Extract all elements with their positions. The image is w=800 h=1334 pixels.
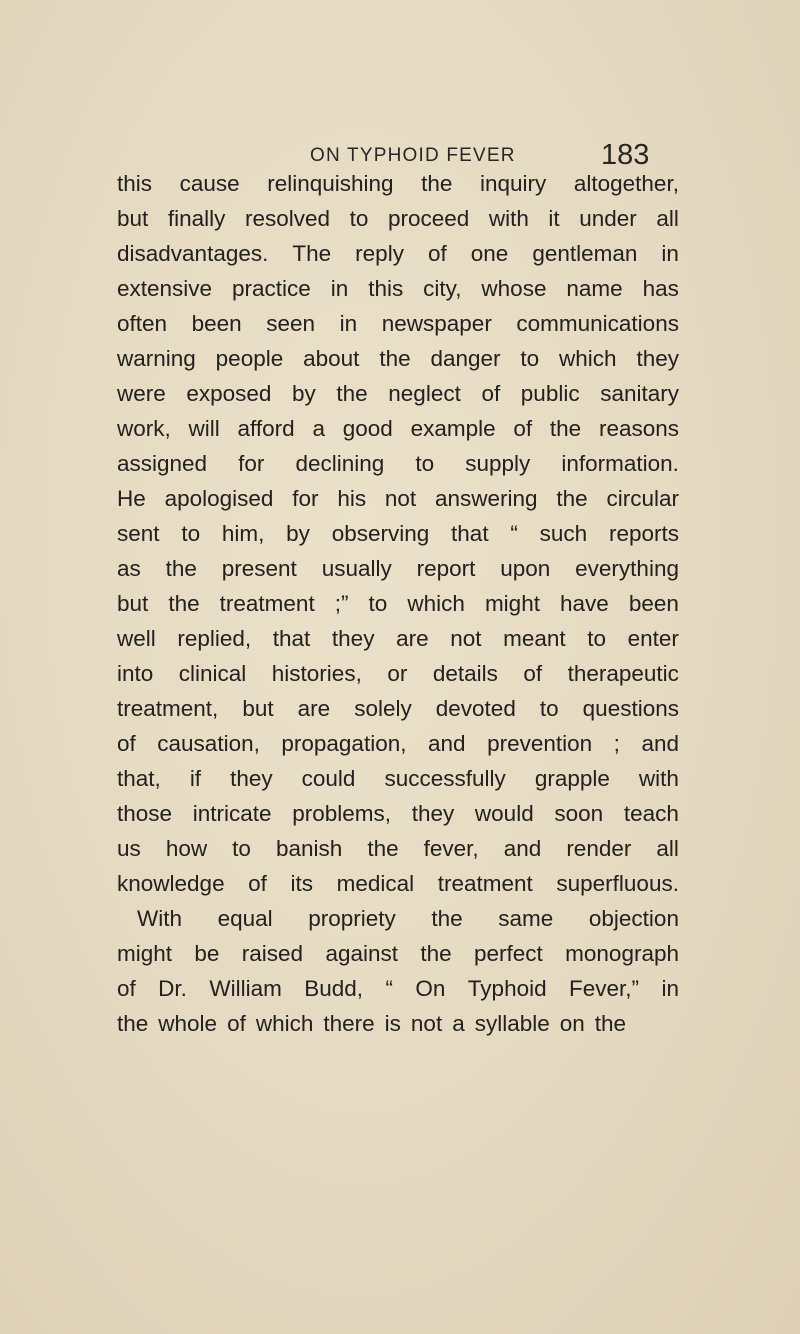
word: such: [539, 521, 588, 546]
word: “: [385, 976, 393, 1001]
word: Budd,: [304, 976, 364, 1001]
word: ;: [613, 731, 620, 756]
word: those: [117, 801, 173, 826]
word: which: [559, 346, 617, 371]
word: not: [450, 626, 482, 651]
word: the: [367, 836, 399, 861]
text-line: [117, 586, 679, 621]
text-line: [117, 656, 679, 691]
text-line: [117, 691, 679, 726]
word: for: [292, 486, 319, 511]
word: render: [566, 836, 632, 861]
word: to: [587, 626, 607, 651]
word: extensive: [117, 276, 213, 301]
word: relinquishing: [267, 171, 394, 196]
word: cause: [179, 171, 240, 196]
text-line: [117, 621, 679, 656]
word: disadvantages.: [117, 241, 269, 266]
word: afford: [237, 416, 295, 441]
word: devoted: [435, 696, 516, 721]
word: all: [656, 836, 679, 861]
text-line: [117, 376, 679, 411]
word: the: [556, 486, 588, 511]
running-head-title: ON TYPHOID FEVER: [310, 145, 516, 166]
word: by: [286, 521, 310, 546]
text-line: [117, 831, 679, 866]
word: Fever,”: [569, 976, 640, 1001]
word: as: [117, 556, 141, 581]
word: fever,: [423, 836, 479, 861]
word: his: [337, 486, 367, 511]
word: neglect: [388, 381, 461, 406]
text-line: [117, 236, 679, 271]
text-line: [117, 516, 679, 551]
text-line: [117, 551, 679, 586]
word: altogether,: [573, 171, 679, 196]
word: sent: [117, 521, 160, 546]
word: circular: [606, 486, 679, 511]
word: this: [117, 171, 153, 196]
word: exposed: [186, 381, 272, 406]
word: and: [641, 731, 679, 756]
word: but: [242, 696, 274, 721]
word: or: [387, 661, 408, 686]
word: therapeutic: [567, 661, 679, 686]
word: reasons: [598, 416, 679, 441]
word: of: [227, 1011, 246, 1036]
word: He: [117, 486, 146, 511]
word: to: [520, 346, 540, 371]
word: it: [548, 206, 560, 231]
word: often: [117, 311, 168, 336]
word: but: [117, 206, 149, 231]
word: everything: [575, 556, 679, 581]
word: meant: [503, 626, 566, 651]
word: grapple: [534, 766, 610, 791]
word: raised: [241, 941, 304, 966]
word: clinical: [178, 661, 247, 686]
word: reply: [355, 241, 404, 266]
word: the: [421, 171, 453, 196]
word: successfully: [384, 766, 506, 791]
word: William: [209, 976, 282, 1001]
word: declining: [295, 451, 385, 476]
word: its: [290, 871, 314, 896]
word: with: [488, 206, 529, 231]
word: one: [470, 241, 509, 266]
word: prevention: [487, 731, 593, 756]
word: supply: [465, 451, 531, 476]
word: with: [638, 766, 679, 791]
word: details: [432, 661, 498, 686]
word: there: [323, 1011, 375, 1036]
word: against: [325, 941, 398, 966]
word: histories,: [271, 661, 362, 686]
word: has: [642, 276, 679, 301]
word: present: [221, 556, 297, 581]
word: city,: [423, 276, 462, 301]
word: how: [165, 836, 208, 861]
word: answering: [434, 486, 538, 511]
word: the: [336, 381, 368, 406]
word: under: [579, 206, 637, 231]
word: seen: [266, 311, 316, 336]
word: they: [230, 766, 273, 791]
word: of: [523, 661, 543, 686]
word: assigned: [117, 451, 208, 476]
word: that,: [117, 766, 161, 791]
word: are: [297, 696, 331, 721]
word: of: [117, 976, 136, 1001]
text-line: [117, 1006, 679, 1041]
word: people: [215, 346, 284, 371]
text-line: [117, 936, 679, 971]
word: is: [384, 1011, 401, 1036]
text-line: [117, 271, 679, 306]
word: problems,: [292, 801, 392, 826]
word: perfect: [474, 941, 543, 966]
word: treatment,: [117, 696, 219, 721]
word: but: [117, 591, 149, 616]
word: this: [368, 276, 404, 301]
word: they: [331, 626, 375, 651]
word: us: [117, 836, 141, 861]
word: on: [559, 1011, 585, 1036]
word: in: [330, 276, 349, 301]
word: danger: [430, 346, 501, 371]
word: ;”: [334, 591, 349, 616]
word: to: [415, 451, 435, 476]
word: of: [481, 381, 501, 406]
word: the: [379, 346, 411, 371]
word: a: [312, 416, 325, 441]
word: questions: [582, 696, 679, 721]
word: the: [420, 941, 452, 966]
word: objection: [588, 906, 679, 931]
word: be: [194, 941, 220, 966]
word: Typhoid: [467, 976, 547, 1001]
word: banish: [275, 836, 343, 861]
word: to: [368, 591, 388, 616]
text-line: [117, 866, 679, 901]
word: good: [342, 416, 393, 441]
word: proceed: [387, 206, 470, 231]
word: him,: [221, 521, 265, 546]
word: warning: [117, 346, 196, 371]
word: the: [165, 556, 197, 581]
word: solely: [354, 696, 412, 721]
word: public: [520, 381, 580, 406]
word: if: [189, 766, 202, 791]
word: superfluous.: [556, 871, 679, 896]
text-line: [117, 201, 679, 236]
word: into: [117, 661, 154, 686]
word: they: [636, 346, 679, 371]
text-line: [117, 341, 679, 376]
body-text: [117, 166, 679, 1041]
word: name: [566, 276, 623, 301]
word: usually: [321, 556, 392, 581]
word: of: [427, 241, 447, 266]
word: replied,: [177, 626, 252, 651]
word: knowledge: [117, 871, 225, 896]
word: could: [301, 766, 356, 791]
word: to: [349, 206, 369, 231]
word: propriety: [308, 906, 396, 931]
word: causation,: [157, 731, 260, 756]
word: information.: [561, 451, 679, 476]
word: been: [628, 591, 679, 616]
word: finally: [167, 206, 226, 231]
word: communications: [516, 311, 679, 336]
page-number: 183: [601, 139, 650, 171]
word: observing: [331, 521, 430, 546]
word: sanitary: [600, 381, 679, 406]
word: that: [451, 521, 489, 546]
word: the: [117, 1011, 149, 1036]
word: With: [137, 906, 182, 931]
word: equal: [217, 906, 273, 931]
word: well: [117, 626, 156, 651]
word: treatment: [437, 871, 533, 896]
word: On: [415, 976, 446, 1001]
word: gentleman: [532, 241, 638, 266]
word: and: [428, 731, 466, 756]
word: not: [410, 1011, 443, 1036]
text-line: [117, 481, 679, 516]
word: the: [549, 416, 582, 441]
word: the: [431, 906, 463, 931]
word: have: [560, 591, 609, 616]
word: been: [191, 311, 242, 336]
text-line: [117, 971, 679, 1006]
word: whole: [158, 1011, 218, 1036]
word: might: [484, 591, 540, 616]
word: in: [661, 241, 679, 266]
word: they: [411, 801, 455, 826]
text-line: [117, 761, 679, 796]
word: the: [168, 591, 200, 616]
word: inquiry: [480, 171, 547, 196]
text-line: [117, 726, 679, 761]
word: whose: [481, 276, 547, 301]
text-line: [117, 901, 679, 936]
word: same: [498, 906, 554, 931]
word: treatment: [219, 591, 315, 616]
word: and: [503, 836, 542, 861]
word: would: [474, 801, 534, 826]
word: in: [661, 976, 679, 1001]
word: not: [384, 486, 417, 511]
word: in: [339, 311, 358, 336]
word: the: [594, 1011, 627, 1036]
word: of: [248, 871, 267, 896]
word: newspaper: [381, 311, 492, 336]
word: example: [410, 416, 496, 441]
word: to: [232, 836, 251, 861]
word: monograph: [565, 941, 679, 966]
word: reports: [608, 521, 679, 546]
word: for: [238, 451, 265, 476]
word: medical: [336, 871, 415, 896]
word: of: [513, 416, 533, 441]
text-line: [117, 411, 679, 446]
word: that: [272, 626, 311, 651]
word: will: [188, 416, 220, 441]
word: by: [292, 381, 316, 406]
text-line: [117, 306, 679, 341]
word: The: [292, 241, 332, 266]
word: soon: [554, 801, 604, 826]
word: about: [303, 346, 360, 371]
text-line: [117, 166, 679, 201]
word: apologised: [164, 486, 274, 511]
word: Dr.: [158, 976, 187, 1001]
word: to: [539, 696, 559, 721]
word: are: [396, 626, 429, 651]
word: which: [407, 591, 465, 616]
word: of: [117, 731, 136, 756]
word: propagation,: [281, 731, 407, 756]
word: upon: [500, 556, 551, 581]
text-line: [117, 796, 679, 831]
word: teach: [623, 801, 679, 826]
word: all: [656, 206, 679, 231]
word: resolved: [244, 206, 331, 231]
word: a: [452, 1011, 465, 1036]
word: might: [117, 941, 173, 966]
word: syllable: [474, 1011, 550, 1036]
text-line: [117, 446, 679, 481]
word: which: [255, 1011, 314, 1036]
word: intricate: [192, 801, 272, 826]
word: practice: [232, 276, 311, 301]
word: “: [510, 521, 518, 546]
word: work,: [117, 416, 171, 441]
word: to: [181, 521, 201, 546]
word: were: [117, 381, 166, 406]
word: enter: [627, 626, 679, 651]
word: report: [416, 556, 476, 581]
